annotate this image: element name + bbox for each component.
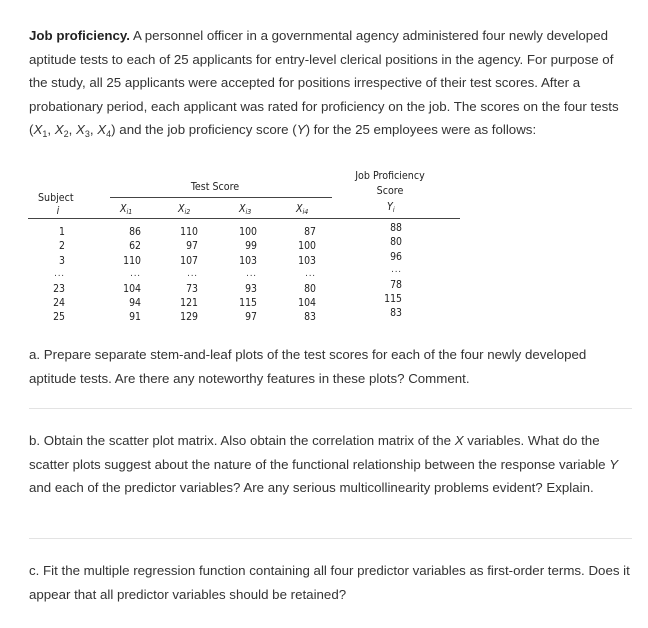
- row-24-x2: 121: [180, 297, 198, 309]
- row-3-x3: 103: [239, 255, 257, 267]
- test-score-header: Test Score: [190, 181, 240, 193]
- separator-1: [29, 408, 632, 409]
- row-23-x3: 93: [245, 283, 257, 295]
- problem-title: Job proficiency.: [29, 28, 130, 43]
- intro-text-2: ) and the job proficiency score (: [111, 122, 297, 138]
- subject-var: i: [56, 205, 60, 217]
- row-25-x3: 97: [245, 311, 257, 323]
- row-25-i: 25: [53, 311, 65, 323]
- row-3-x2: 107: [180, 255, 198, 267]
- row-3-i: 3: [59, 255, 65, 267]
- ellipsis-i: ...: [54, 269, 65, 279]
- row-2-x2: 97: [186, 240, 198, 252]
- ellipsis-y: ...: [391, 265, 402, 275]
- ellipsis-x2: ...: [187, 269, 198, 279]
- row-1-x2: 110: [180, 226, 198, 238]
- intro-paragraph: Job proficiency. A personnel officer in a governmental agency administered four newly developed aptitude tests to each of 25 applicants for entry-level clerical positions in the agency. For purpose of the study, all 25 applicants were accepted for positions irrespective of their test scores. After a probationary period, each applicant was rated for proficiency on the job. The scores on the four tests ($X_1$, $X_2$, $X_3$, $X_4$) and the job proficiency score (Y) for the 25 employees were as follows:: [29, 28, 619, 140]
- row-24-x3: 115: [239, 297, 257, 309]
- row-3-x4: 103: [298, 255, 316, 267]
- row-23-x2: 73: [186, 283, 198, 295]
- row-1-x4: 87: [304, 226, 316, 238]
- col-x4: $X_{i4}$: [296, 203, 309, 216]
- col-x2: $X_{i2}$: [178, 203, 191, 216]
- row-2-y: 80: [390, 236, 402, 248]
- col-y: $Y_i$: [387, 201, 395, 214]
- ellipsis-x1: ...: [130, 269, 141, 279]
- row-23-x1: 104: [123, 283, 141, 295]
- row-23-x4: 80: [304, 283, 316, 295]
- row-2-x3: 99: [245, 240, 257, 252]
- question-b: b. Obtain the scatter plot matrix. Also obtain the correlation matrix of the X variables. What do the scatter plots suggest about the nature of the functional relationship between the response variable Y and each of the predictor variables? Are any serious multicollinearity problems evident? Explain.: [29, 433, 619, 496]
- job-header-line1: Job Proficiency: [355, 170, 425, 182]
- row-1-i: 1: [59, 226, 65, 238]
- job-header-line2: Score: [376, 185, 404, 197]
- row-25-y: 83: [390, 307, 402, 319]
- row-24-i: 24: [53, 297, 65, 309]
- row-1-y: 88: [390, 222, 402, 234]
- question-a: a. Prepare separate stem-and-leaf plots of the test scores for each of the four newly developed aptitude tests. Are there any noteworthy features in these plots? Comment.: [29, 347, 587, 386]
- row-3-x1: 110: [123, 255, 141, 267]
- row-2-x1: 62: [129, 240, 141, 252]
- question-c: c. Fit the multiple regression function containing all four predictor variables as first-order terms. Does it appear that all predictor variables should be retained?: [29, 563, 630, 602]
- col-x3: $X_{i3}$: [239, 203, 252, 216]
- ellipsis-x3: ...: [246, 269, 257, 279]
- separator-2: [29, 538, 632, 539]
- row-2-x4: 100: [298, 240, 316, 252]
- row-25-x4: 83: [304, 311, 316, 323]
- row-1-x1: 86: [129, 226, 141, 238]
- row-25-x2: 129: [180, 311, 198, 323]
- subject-header: Subject: [38, 192, 74, 204]
- row-2-i: 2: [59, 240, 65, 252]
- intro-text-1: A personnel officer in a governmental agency administered four newly developed aptitude tests to each of 25 applicants for entry-level clerical positions in the agency. For purpose of the study, all 25 applicants were accepted for positions irrespective of their test scores. After a probationary period, each applicant was rated for proficiency on the job. The scores on the four tests (: [29, 28, 619, 138]
- intro-text-3: ) for the 25 employees were as follows:: [305, 122, 537, 138]
- row-24-y: 115: [384, 293, 402, 305]
- col-x1: $X_{i1}$: [120, 203, 133, 216]
- row-25-x1: 91: [129, 311, 141, 323]
- ellipsis-x4: ...: [305, 269, 316, 279]
- row-24-x4: 104: [298, 297, 316, 309]
- row-23-y: 78: [390, 279, 402, 291]
- test-score-rule: [110, 197, 332, 198]
- row-23-i: 23: [53, 283, 65, 295]
- row-1-x3: 100: [239, 226, 257, 238]
- header-rule: [28, 218, 460, 219]
- row-24-x1: 94: [129, 297, 141, 309]
- row-3-y: 96: [390, 251, 402, 263]
